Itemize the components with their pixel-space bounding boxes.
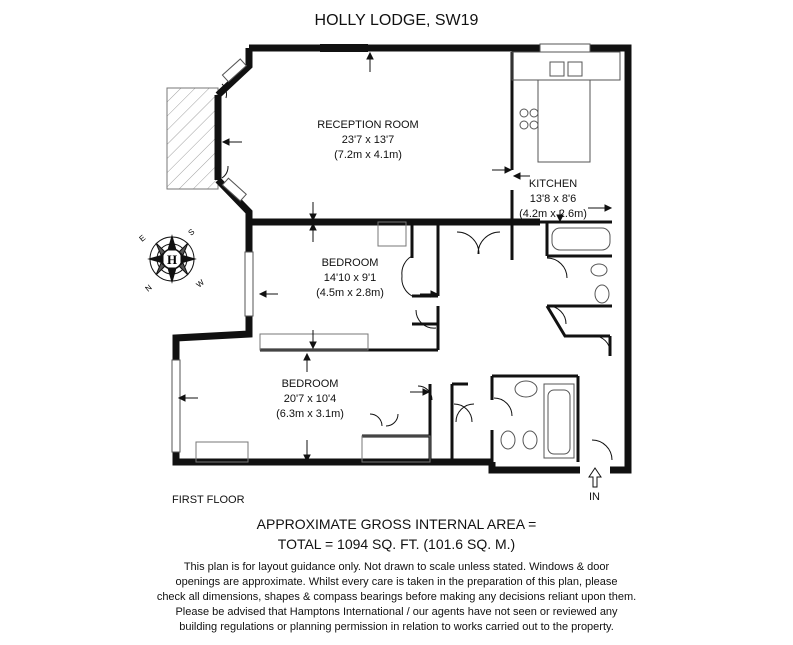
balcony — [167, 88, 218, 189]
bathroom-fixtures — [501, 228, 610, 458]
room-dimensions-imperial: 14'10 x 9'1 — [323, 272, 377, 284]
windows — [172, 44, 590, 452]
bedroom-2-label — [255, 377, 365, 422]
compass-center-letter: H — [166, 252, 178, 267]
floor-label: FIRST FLOOR — [172, 494, 245, 506]
disclaimer-line: Please be advised that Hamptons International / our agents have not seen or reviewed any — [175, 606, 618, 618]
room-dimensions-imperial: 13'8 x 8'6 — [529, 193, 577, 205]
disclaimer-line: openings are approximate. Whilst every care is taken in the preparation of this plan, please — [175, 576, 618, 588]
compass-letter-w: W — [194, 277, 207, 290]
room-dimensions-metric: (6.3m x 3.1m) — [276, 408, 344, 420]
bedroom-1-label — [295, 256, 405, 301]
compass-letter-s: S — [186, 227, 197, 238]
room-dimensions-metric: (4.5m x 2.8m) — [316, 287, 384, 299]
room-name: RECEPTION ROOM — [317, 119, 419, 131]
plan-title: HOLLY LODGE, SW19 — [314, 12, 479, 29]
room-dimensions-metric: (7.2m x 4.1m) — [334, 149, 402, 161]
disclaimer — [0, 560, 793, 635]
reception-ceiling-beam — [320, 44, 368, 52]
room-dimensions-metric: (4.2m x 2.6m) — [519, 208, 587, 220]
kitchen-fixtures — [512, 52, 620, 162]
compass-letter-n: N — [143, 282, 154, 294]
area-total: TOTAL = 1094 SQ. FT. (101.6 SQ. M.) — [277, 536, 516, 552]
room-dimensions-imperial: 20'7 x 10'4 — [283, 393, 337, 405]
disclaimer-line: This plan is for layout guidance only. Not drawn to scale unless stated. Windows & door — [183, 561, 610, 573]
disclaimer-line: check all dimensions, shapes & compass bearings before making any decisions reliant upon them. — [156, 591, 637, 603]
room-dimensions-imperial: 23'7 x 13'7 — [341, 134, 395, 146]
room-name: BEDROOM — [321, 257, 379, 269]
entrance-label: IN — [589, 491, 600, 503]
disclaimer-line: building regulations or planning permission in relation to works carried out to the property. — [179, 621, 614, 633]
room-name: BEDROOM — [281, 378, 339, 390]
room-name: KITCHEN — [528, 178, 578, 190]
reception-room-label — [298, 118, 438, 163]
kitchen-label — [503, 177, 603, 222]
entrance-arrow — [589, 468, 601, 487]
compass-letter-e: E — [137, 233, 148, 244]
area-heading: APPROXIMATE GROSS INTERNAL AREA = — [256, 516, 537, 532]
